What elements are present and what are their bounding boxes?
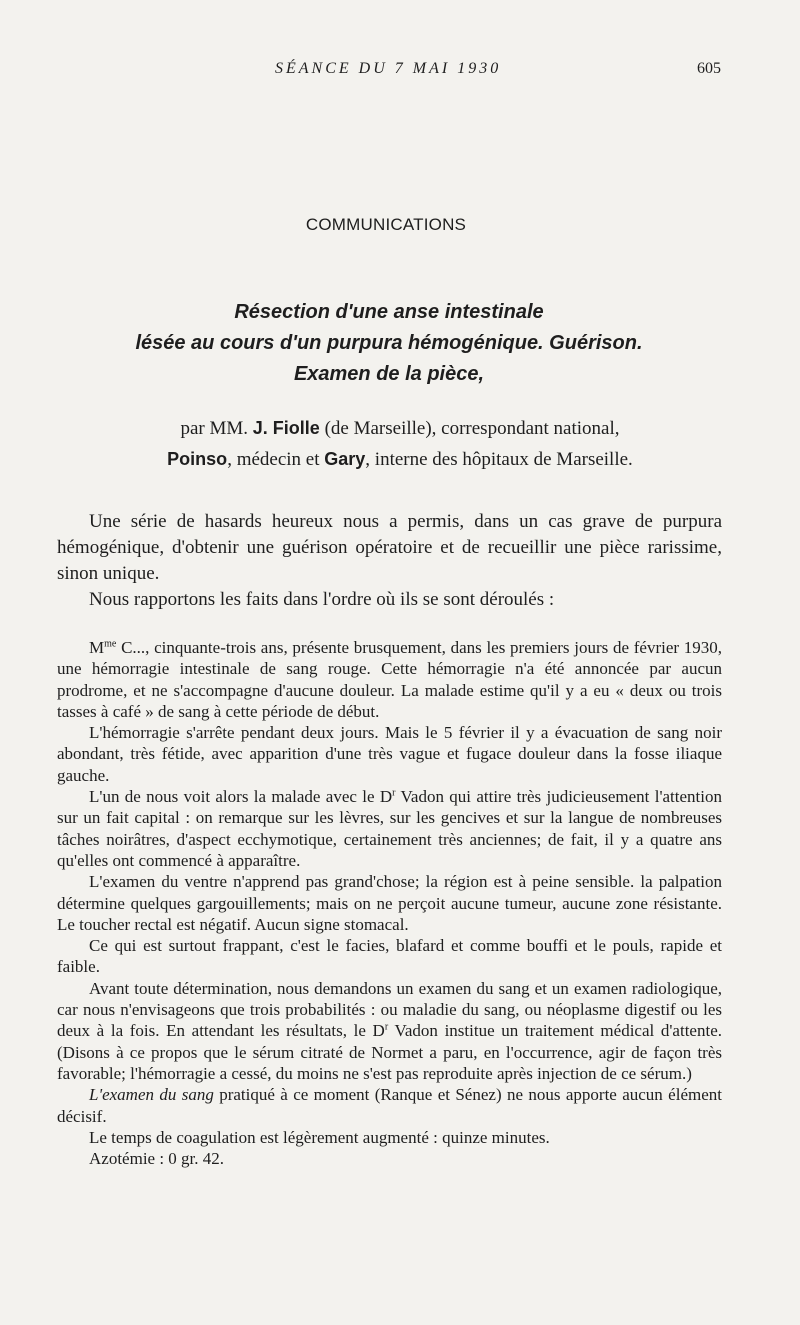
authors-prefix: par MM. xyxy=(180,418,249,439)
authors-line2-middle: , médecin et xyxy=(227,449,320,470)
intro-paragraph-1: Une série de hasards heureux nous a permis, dans un cas grave de purpura hémogénique, d'obtenir une guérison opératoire et de recueillir une pièce rarissime, sinon unique. xyxy=(57,511,722,584)
title-line-2: lésée au cours d'un purpura hémogénique. Guérison. xyxy=(135,332,643,354)
case-paragraph-6 xyxy=(57,978,722,1084)
author-fiolle: J. Fiolle xyxy=(252,418,320,438)
intro-paragraph-2: Nous rapportons les faits dans l'ordre où ils se sont déroulés : xyxy=(89,589,555,610)
author-poinso: Poinso xyxy=(167,449,228,469)
case-paragraph-8: Le temps de coagulation est légèrement augmenté : quinze minutes. xyxy=(89,1127,550,1147)
running-title: SÉANCE DU 7 MAI 1930 xyxy=(275,60,502,77)
title-line-3: Examen de la pièce, xyxy=(293,363,485,385)
case-paragraph-6-after: Vadon institue un traitement médical d'attente. (Disons à ce propos que le sérum citraté de Normet a paru, en l'occurrence, agir de façon très favorable; l'hémorragie a cessé, du moins ne s'est pas reproduite après injection de ce sérum.) xyxy=(57,1021,722,1083)
doctor-sup: r xyxy=(384,1021,389,1033)
case-paragraph-9: Azotémie : 0 gr. 42. xyxy=(89,1149,225,1169)
doctor-sup: r xyxy=(392,787,396,799)
case-paragraph-2: L'hémorragie s'arrête pendant deux jours. Mais le 5 février il y a évacuation de sang noir abondant, très fétide, avec apparition d'une très vague et fugace douleur dans la fosse iliaque gauche. xyxy=(57,723,722,785)
case-paragraph-3 xyxy=(57,786,722,871)
article-title xyxy=(0,297,778,390)
page-number: 605 xyxy=(697,60,721,77)
case-paragraph-4: L'examen du ventre n'apprend pas grand'chose; la région est à peine sensible. la palpation détermine quelques gargouillements; mais on ne perçoit aucune tumeur, aucune zone résistante. Le toucher rectal est négatif. Aucun signe stomacal. xyxy=(57,872,722,934)
author-block xyxy=(0,413,800,475)
author-gary: Gary xyxy=(324,449,366,469)
title-line-1: Résection d'une anse intestinale xyxy=(234,301,544,323)
authors-line2-suffix: , interne des hôpitaux de Marseille. xyxy=(365,449,633,470)
blood-exam-label: L'examen du sang xyxy=(89,1085,214,1105)
case-report xyxy=(57,637,722,1169)
case-paragraph-7 xyxy=(57,1084,722,1127)
patient-title-sup: me xyxy=(104,638,117,650)
section-heading: COMMUNICATIONS xyxy=(305,215,467,234)
case-paragraph-6-before: Avant toute détermination, nous demandons un examen du sang et un examen radiologique, car nous n'envisageons que trois probabilités : ou maladie du sang, ou néoplasme digestif ou les deux à la fois. En attendant les résultats, le D xyxy=(57,978,722,1041)
case-paragraph-3-after: Vadon qui attire très judicieusement l'attention sur un fait capital : on remarque sur les lèvres, sur les gencives et sur la langue de nombreuses tâches noirâtres, d'aspect ecchymotique, certainement très anciennes; de fait, il y a quatre ans qu'elles ont commencé à apparaître. xyxy=(57,787,722,870)
authors-line1-suffix: (de Marseille), correspondant national, xyxy=(324,418,620,439)
case-paragraph-7-after: pratiqué à ce moment (Ranque et Sénez) ne nous apporte aucun élément décisif. xyxy=(57,1085,722,1126)
case-paragraph-1-text: C..., cinquante-trois ans, présente brusquement, dans les premiers jours de février 1930, une hémorragie intestinale de sang rouge. Cette hémorragie n'a été annoncée par aucun prodrome, et ne s'accompagne d'aucune douleur. La malade estime qu'il y a eu « deux ou trois tasses à café » de sang à cette période de début. xyxy=(57,638,722,721)
authors-line-2 xyxy=(0,444,800,475)
patient-title: M xyxy=(89,638,105,657)
case-paragraph-1 xyxy=(57,637,722,722)
case-paragraph-5: Ce qui est surtout frappant, c'est le facies, blafard et comme bouffi et le pouls, rapide et faible. xyxy=(57,936,722,977)
case-paragraph-3-before: L'un de nous voit alors la malade avec le D xyxy=(89,787,393,807)
authors-line-1 xyxy=(0,413,800,444)
introduction xyxy=(57,509,722,613)
